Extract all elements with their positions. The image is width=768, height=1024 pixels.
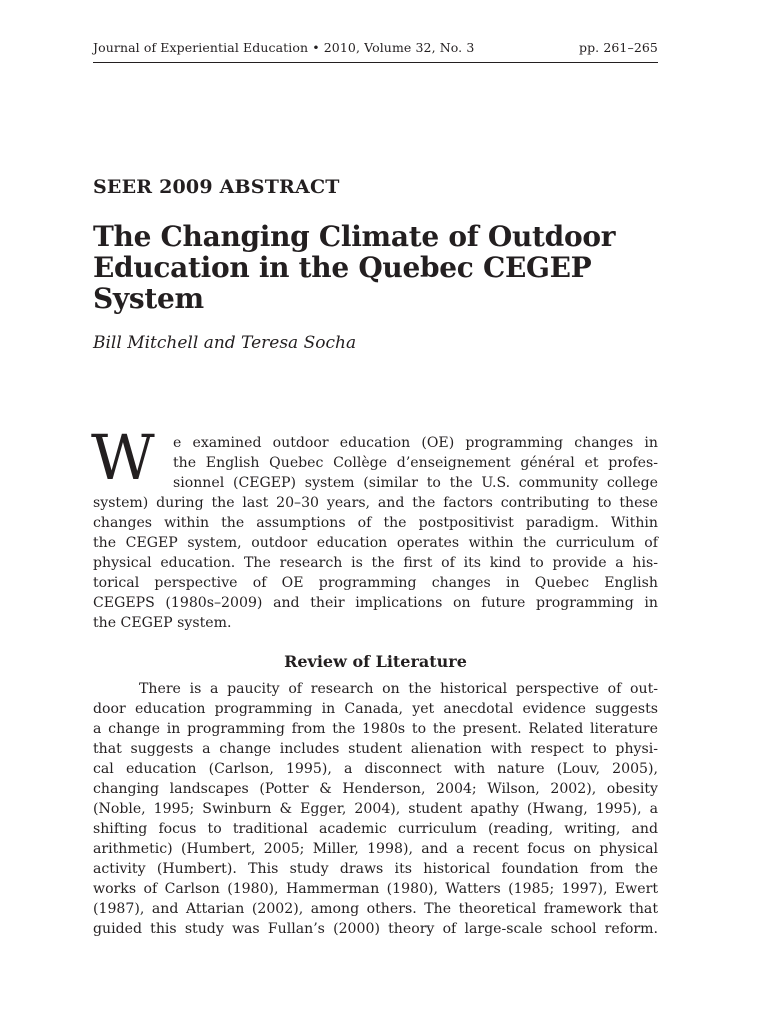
title-line: System	[93, 282, 204, 315]
text-line: guided this study was Fullan’s (2000) theory of large-scale school reform.	[93, 921, 658, 937]
text-line: that suggests a change includes student alienation with respect to physi-	[93, 741, 658, 757]
text-line: the English Quebec Collège d’enseignement général et profes-	[173, 455, 658, 471]
text-line: (Noble, 1995; Swinburn & Egger, 2004), student apathy (Hwang, 1995), a	[93, 801, 658, 817]
text-line: works of Carlson (1980), Hammerman (1980), Watters (1985; 1997), Ewert	[93, 881, 658, 897]
text-line: arithmetic) (Humbert, 2005; Miller, 1998), and a recent focus on physical	[93, 841, 658, 857]
journal-citation: Journal of Experiential Education • 2010, Volume 32, No. 3	[93, 40, 475, 55]
text-line: the CEGEP system, outdoor education operates within the curriculum of	[93, 535, 658, 551]
drop-cap: W	[91, 421, 155, 494]
text-line: door education programming in Canada, yet anecdotal evidence suggests	[93, 701, 658, 717]
text-line: the CEGEP system.	[93, 615, 232, 631]
text-line: changing landscapes (Potter & Henderson, 2004; Wilson, 2002), obesity	[93, 781, 658, 797]
text-line: (1987), and Attarian (2002), among others. The theoretical framework that	[93, 901, 658, 917]
text-line: CEGEPS (1980s–2009) and their implications on future programming in	[93, 595, 658, 611]
text-line: sionnel (CEGEP) system (similar to the U.S. community college	[173, 475, 658, 491]
article-title	[93, 221, 658, 314]
text-line: torical perspective of OE programming changes in Quebec English	[93, 575, 658, 591]
text-line: cal education (Carlson, 1995), a disconnect with nature (Louv, 2005),	[93, 761, 658, 777]
text-line: activity (Humbert). This study draws its historical foundation from the	[93, 861, 658, 877]
section-label: SEER 2009 ABSTRACT	[93, 176, 340, 198]
abstract-paragraph	[93, 433, 658, 633]
running-head	[93, 38, 658, 63]
text-line: system) during the last 20–30 years, and the factors contributing to these	[93, 495, 658, 511]
text-line: changes within the assumptions of the postpositivist paradigm. Within	[93, 515, 658, 531]
text-line: shifting focus to traditional academic curriculum (reading, writing, and	[93, 821, 658, 837]
page-range: pp. 261–265	[578, 40, 658, 55]
section-heading: Review of Literature	[284, 652, 467, 671]
title-line: Education in the Quebec CEGEP	[93, 251, 592, 284]
review-paragraph	[93, 679, 658, 939]
title-line: The Changing Climate of Outdoor	[93, 220, 616, 253]
text-line: There is a paucity of research on the historical perspective of out-	[139, 681, 658, 697]
text-line: e examined outdoor education (OE) programming changes in	[173, 435, 658, 451]
authors: Bill Mitchell and Teresa Socha	[93, 333, 357, 353]
text-line: a change in programming from the 1980s to the present. Related literature	[93, 721, 658, 737]
text-line: physical education. The research is the first of its kind to provide a his-	[93, 555, 658, 571]
